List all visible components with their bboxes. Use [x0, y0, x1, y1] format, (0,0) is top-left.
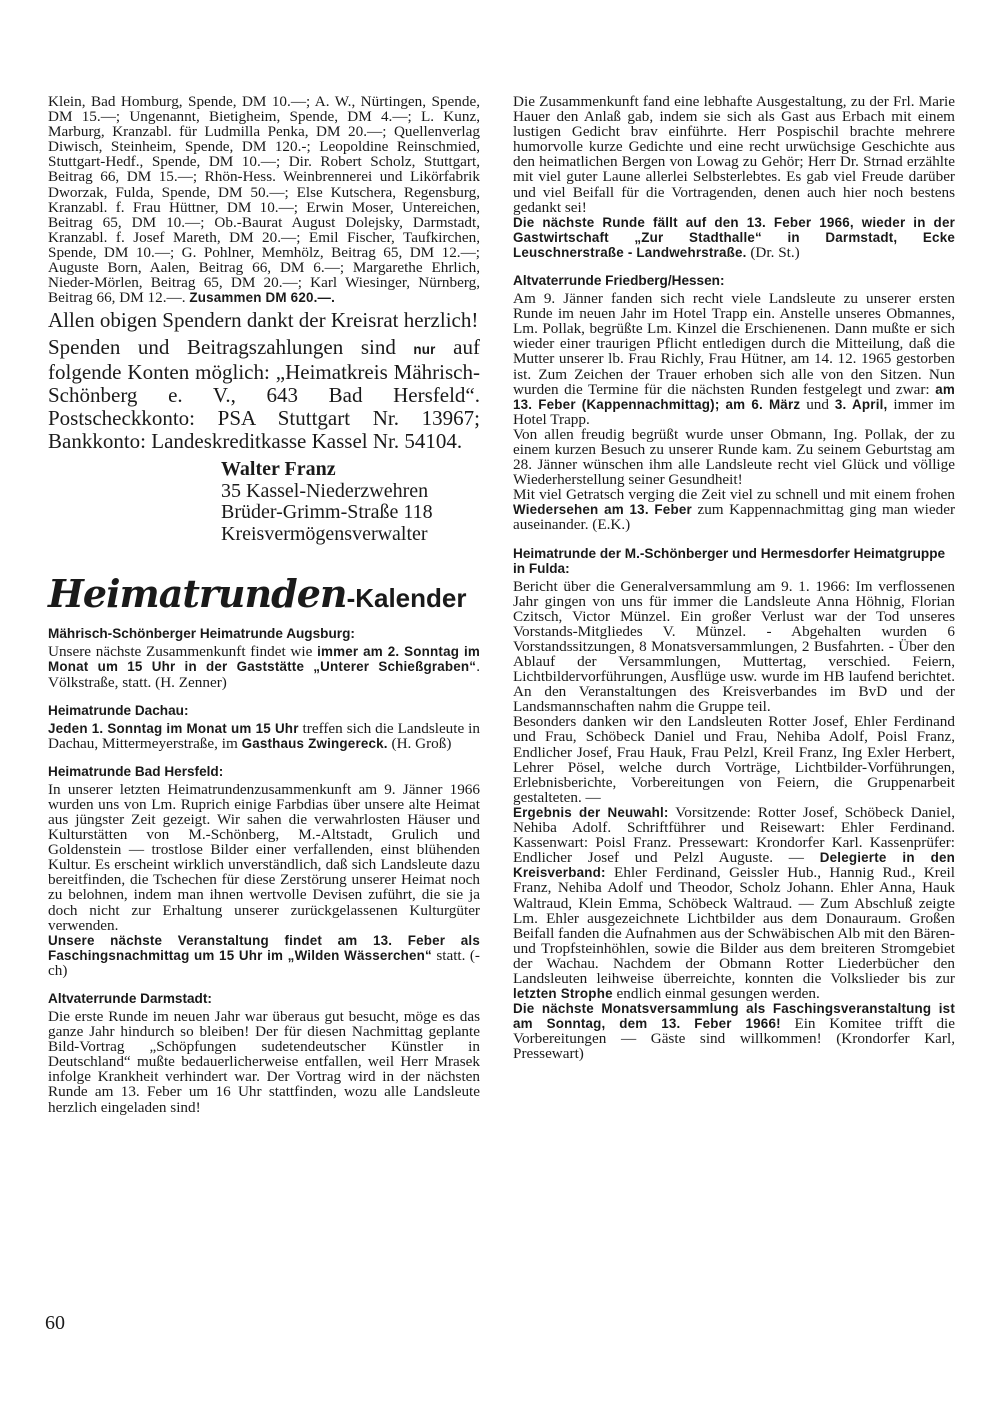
- section: [513, 546, 955, 1062]
- bold-text: 3. April,: [834, 396, 888, 412]
- text-run: endlich einmal gesungen werden.: [612, 985, 820, 1003]
- text-run: Spenden und Beitragszahlungen sind: [48, 335, 414, 360]
- paragraph: [48, 782, 480, 933]
- text-run: statt. (-ch): [48, 946, 480, 979]
- signature-line: Kreisvermögensverwalter: [221, 522, 428, 545]
- kalender-title: Heimatrunden: [48, 571, 347, 617]
- text-run: Von allen freudig begrüßt wurde unser Obmann, Ing. Pollak, der zu einem kurzen Besuch zu unserer Runde kam. Zu seinem Geburtstag am 28. Jänner wünschen ihm alle Landsleute recht viel Glück und völlige Wiederherstellung seiner Gesundheit!: [513, 425, 955, 489]
- text-run: und: [800, 395, 835, 413]
- bold-text: Ergebnis der Neuwahl:: [513, 804, 669, 820]
- signature-block: [221, 459, 480, 545]
- bold-text: Delegierte in den Kreisverband:: [513, 850, 955, 881]
- bold-text: Die nächste Monatsversammlung als Faschingsveranstaltung ist am Sonntag, dem 13. Feber 1966!: [513, 1001, 955, 1032]
- thanks-note: Allen obigen Spendern dankt der Kreisrat herzlich!: [48, 308, 479, 333]
- paragraph: [513, 94, 955, 215]
- page-number: 60: [45, 1312, 65, 1334]
- account-info: [48, 336, 480, 453]
- signature-line: Brüder-Grimm-Straße 118: [221, 501, 433, 524]
- section-title: Altvaterrunde Friedberg/Hessen:: [513, 273, 725, 289]
- paragraph: [513, 487, 955, 532]
- section-title: Heimatrunde Dachau:: [48, 702, 189, 718]
- text-run: auf folgende Konten möglich: „Heimatkreis Mährisch-Schönberg e. V., 643 Bad Hersfeld“. Postscheckkonto: PSA Stuttgart Nr. 13967; Bankkonto: Landeskreditkasse Kassel Nr. 54104.: [48, 335, 480, 454]
- donor-list: [48, 94, 480, 305]
- paragraph: [513, 215, 955, 260]
- text-run: (Dr. St.): [746, 243, 800, 261]
- section-title: Mährisch-Schönberger Heimatrunde Augsburg:: [48, 626, 355, 642]
- text-run: treffen sich die Landsleute in Dachau, Mittermeyerstraße, im: [48, 719, 480, 752]
- bold-text: Die nächste Runde fällt auf den 13. Feber 1966, wieder in der Gastwirtschaft „Zur Stadthalle“ in Darmstadt, Ecke Leuschnerstraße - Landwehrstraße.: [513, 214, 955, 260]
- left-sections: [48, 626, 480, 1114]
- paragraph: [513, 291, 955, 427]
- bold-text: Gasthaus Zwingereck.: [241, 735, 388, 751]
- section: [513, 94, 955, 266]
- text-run: Ehler Ferdinand, Geissler Hub., Hannig Rud., Kreil Franz, Nehiba Adolf und Theodor, Scholz Johann. Ehler Anna, Hauk Waltraud, Klein Emma, Schöbeck Waltraud. — Zum Abschluß zeigte Lm. Ehler ausgezeichnete Lichtbilder aus dem Donauraum. Großen Beifall fanden die Aufnahmen aus der Schwäbischen Alb mit den Bären- und Tropfsteinhöhlen, sowie die Bilder aus dem breiteren Stromgebiet der Wachau. Nachdem der Obmann Rotter Liederbücher den Landsleuten leihweise überreichte, konnten die Volkslieder bis zur: [513, 864, 955, 987]
- section: [513, 273, 955, 539]
- bold-text: immer am 2. Sonntag im Monat um 15 Uhr in der Gaststätte „Unterer Schießgraben“: [48, 644, 480, 675]
- signature-line: 35 Kassel-Niederzwehren: [221, 479, 429, 502]
- paragraph: [48, 933, 480, 978]
- section-title: Heimatrunde der M.-Schönberger und Hermesdorfer Heimatgruppe in Fulda:: [513, 545, 946, 576]
- left-column: [48, 94, 480, 1115]
- paragraph: [513, 427, 955, 487]
- section: [48, 703, 480, 757]
- text-run: Bericht über die Generalversammlung am 9. 1. 1966: Im verflossenen Jahr gingen von uns für immer die Landsleute Anna Höhnig, Florian Czitsch, Victor Münzel. Ein großer Verlust war der Tod unseres Vorstands-Mitgliedes V. Münzel. - Abgehalten wurden 6 Vorstandssitzungen, 8 Monatsversammlungen, 2 Busfahrten. - Über den Ablauf der Versammlungen, Muttertag, verschied. Feiern, Lichtbildervorführungen, Ausflüge usw. wurde im HB laufend berichtet. An den Veranstaltungen des Kreisverbandes im BvD und der Landsmannschaften nahm die Gruppe teil.: [513, 577, 955, 716]
- text-run: In unserer letzten Heimatrundenzusammenkunft am 9. Jänner 1966 wurden uns von Lm. Ruprich einige Farbdias über unsere alte Heimat aus jüngster Zeit gezeigt. Wir sahen die verwahrlosten Häuser und Kulturstätten von M.-Schönberg, M.-Altstadt, Grulich und Goldenstein — trostlose Bilder einer verfallenden, einst blühenden Kultur. Es erscheint wirklich unverständlich, daß sich Landsleute dazu bereitfinden, die Tschechen für diese Zerstörung unserer Heimat noch zu belohnen, indem man ihnen wertvolle Devisen zuführt, die sie ja doch nicht zur Erhaltung unserer zurückgelassenen Kulturgüter verwenden.: [48, 780, 480, 934]
- paragraph: [513, 1001, 955, 1061]
- bold-text: nur: [413, 342, 436, 358]
- bold-text: Wiedersehen am 13. Feber: [513, 502, 692, 518]
- signature-name: Walter Franz: [221, 458, 336, 481]
- text-run: Ein Komitee trifft die Vorbereitungen — Gäste sind willkommen! (Krondorfer Karl, Pressewart): [513, 1015, 955, 1063]
- kalender-heading: [48, 571, 480, 616]
- paragraph: [48, 721, 480, 751]
- paragraph: [48, 1009, 480, 1115]
- section: [48, 764, 480, 984]
- bold-text: Unsere nächste Veranstaltung findet am 13. Feber als Faschingsnachmittag um 15 Uhr im „Wilden Wässerchen“: [48, 932, 480, 963]
- bold-text: letzten Strophe: [513, 986, 613, 1002]
- paragraph: [48, 644, 480, 689]
- paragraph: [513, 579, 955, 715]
- right-sections: [513, 94, 955, 1062]
- text-run: Vorsitzende: Rotter Josef, Schöbeck Daniel, Nehiba Adolf. Schriftführer und Reisewart: Ehler Ferdinand. Kassenwart: Poisl Franz. Pressewart: Krondorfer Karl. Kassenprüfer: Endlicher Josef und Pelzl Auguste. —: [513, 803, 955, 867]
- section: [48, 626, 480, 695]
- text-run: immer im Hotel Trapp.: [513, 395, 955, 428]
- section-title: Altvaterrunde Darmstadt:: [48, 991, 212, 1006]
- text-run: Unsere nächste Zusammenkunft findet wie: [48, 643, 318, 661]
- text-run: Mit viel Getratsch verging die Zeit viel zu schnell und mit einem frohen: [513, 486, 955, 504]
- bold-text: Jeden 1. Sonntag im Monat um 15 Uhr: [48, 720, 299, 736]
- text-run: Die Zusammenkunft fand eine lebhafte Ausgestaltung, zu der Frl. Marie Hauer den Anlaß gab, indem sie sich als Gast aus Erbach mit einem lustigen Gedicht brav einführte. Herr Pospischil brachte mehrere humorvolle kurze Gedichte und eine recht urwüchsige Geschichte aus den heimatlichen Bergen von Lowag zu Gehör; Herr Dr. Strnad erzählte mit viel guter Laune allerlei Selbsterlebtes. Es gab viel Freude darüber und viel Beifall für die Vortragenden, denen auch hier noch bestens gedankt sei!: [513, 93, 955, 216]
- text-run: zum Kappennachmittag ging man wieder auseinander. (E.K.): [513, 501, 956, 534]
- bold-text: Zusammen DM 620.—.: [189, 290, 336, 306]
- kalender-suffix: -Kalender: [346, 583, 467, 614]
- text-run: . Völkstraße, statt. (H. Zenner): [48, 658, 480, 691]
- right-column: [513, 94, 955, 1062]
- text-run: Am 9. Jänner fanden sich recht viele Landsleute zu unserer ersten Runde im neuen Jahr im Hotel Trapp ein. Anstelle unseres Obmannes, Lm. Pollak, begrüßte Lm. Kinzel die Erschienenen. Dann mußte er sich wieder einer traurigen Pflicht entledigen durch die Mitteilung, daß die Mutter unserer lb. Frau Richly, Frau Hütner, am 14. 12. 1965 gestorben ist. Zum Zeichen der Trauer erhoben sich alle von den Sitzen. Nun wurden die Termine für die nächsten Runden festgelegt und zwar:: [513, 290, 955, 398]
- paragraph: [513, 714, 955, 805]
- paragraph: [513, 805, 955, 1001]
- text-run: Die erste Runde im neuen Jahr war überaus gut besucht, möge es das ganze Jahr hindurch so bleiben! Der für diesen Nachmittag geplante Bild-Vortrag „Schöpfungen sudetendeutscher Künstler in Deutschland“ mußte bedauerlicherweise entfallen, weil Herr Mrasek infolge Krankheit verhindert war. Der Vortrag wird in der nächsten Runde am 13. Feber um 16 Uhr stattfinden, wozu alle Landsleute herzlich eingeladen sind!: [48, 1008, 480, 1116]
- bold-text: am 13. Feber (Kappennachmittag); am 6. März: [513, 381, 955, 412]
- text-run: Besonders danken wir den Landsleuten Rotter Josef, Ehler Ferdinand und Frau, Schöbeck Daniel und Frau, Nehiba Adolf, Poisl Franz, Endlicher Josef, Frau Hauk, Frau Pelzl, Kreil Franz, Ing Exler Herbert, Lehrer Pösel, welche durch Vorträge, Lichtbilder-Vorführungen, Erlebnisberichte, Vorbereitungen von Feiern, die Gruppenarbeit gestalteten. —: [513, 713, 955, 806]
- section-title: Heimatrunde Bad Hersfeld:: [48, 763, 224, 779]
- section: [48, 991, 480, 1115]
- text-run: (H. Groß): [387, 734, 452, 752]
- text-run: Klein, Bad Homburg, Spende, DM 10.—; A. W., Nürtingen, Spende, DM 15.—; Ungenannt, Bietigheim, Spende, DM 4.—; L. Kunz, Marburg, Kranzabl. für Ludmilla Penka, DM 20.—; Quellenverlag Diwisch, Steinheim, Spende, DM 120.-; Leopoldine Reinschmied, Stuttgart-Hedf., Spende, DM 10.—; Dir. Robert Scholz, Stuttgart, Beitrag 66, DM 15.—; Rhön-Hess. Weinbrennerei und Likörfabrik Dworzak, Fulda, Spende, DM 50.—; Else Kutschera, Regensburg, Kranzabl. f. Frau Hüttner, DM 10.—; Erwin Moser, Untereichen, Beitrag 65, DM 10.—; Ob.-Baurat August Dolejsky, Darmstadt, Kranzabl. f. Josef Mareth, DM 20.—; Emil Fischer, Taufkirchen, Spende, DM 10.—; G. Pohlner, Memhölz, Beitrag 65, DM 12.—; Auguste Born, Aalen, Beitrag 66, DM 6.—; Margarethe Ehrlich, Nieder-Mörlen, Beitrag 65, DM 20.—; Karl Wiesinger, Nürnberg, Beitrag 66, DM 12.—.: [48, 93, 480, 307]
